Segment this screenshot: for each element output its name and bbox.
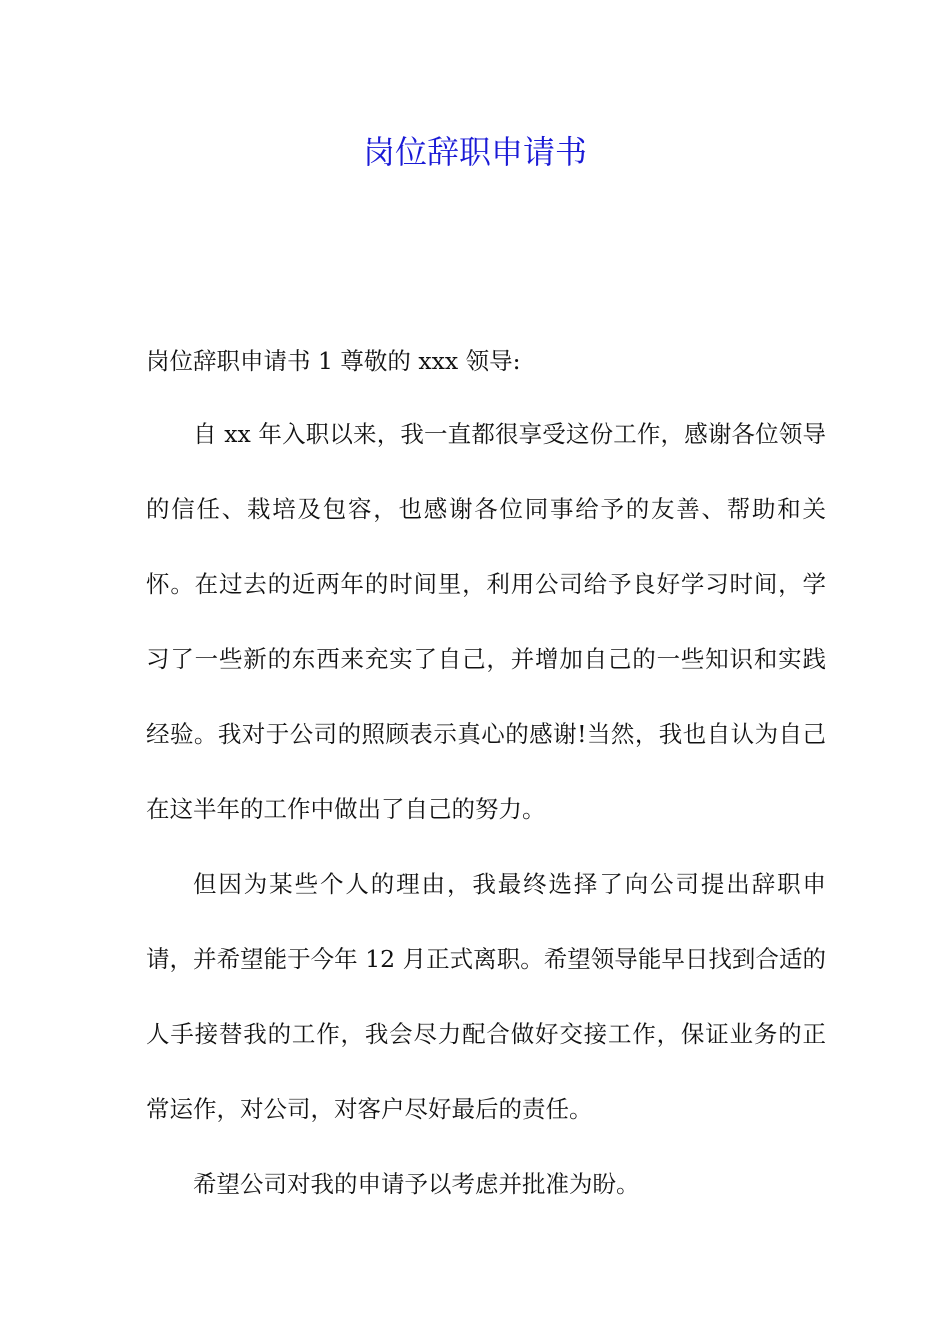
document-title: 岗位辞职申请书 (362, 133, 587, 171)
paragraph-2-text: 但因为某些个人的理由，我最终选择了向公司提出辞职申请，并希望能于今年 12 月正式离职。希望领导能早日找到合适的人手接替我的工作，我会尽力配合做好交接工作，保证业务的正常运作，对公司，对客户尽好最后的责任。 (146, 870, 826, 1123)
paragraph-2 (146, 847, 826, 1147)
paragraph-1 (146, 397, 826, 847)
paragraph-1-text: 自 xx 年入职以来，我一直都很享受这份工作，感谢各位领导的信任、栽培及包容，也感谢各位同事给予的友善、帮助和关怀。在过去的近两年的时间里，利用公司给予良好学习时间，学习了一些新的东西来充实了自己，并增加自己的一些知识和实践经验。我对于公司的照顾表示真心的感谢!当然，我也自认为自己在这半年的工作中做出了自己的努力。 (146, 420, 826, 823)
paragraph-3 (146, 1147, 826, 1222)
salutation-line: 岗位辞职申请书 1 尊敬的 xxx 领导: (146, 347, 521, 375)
paragraph-3-text: 希望公司对我的申请予以考虑并批准为盼。 (193, 1170, 640, 1198)
